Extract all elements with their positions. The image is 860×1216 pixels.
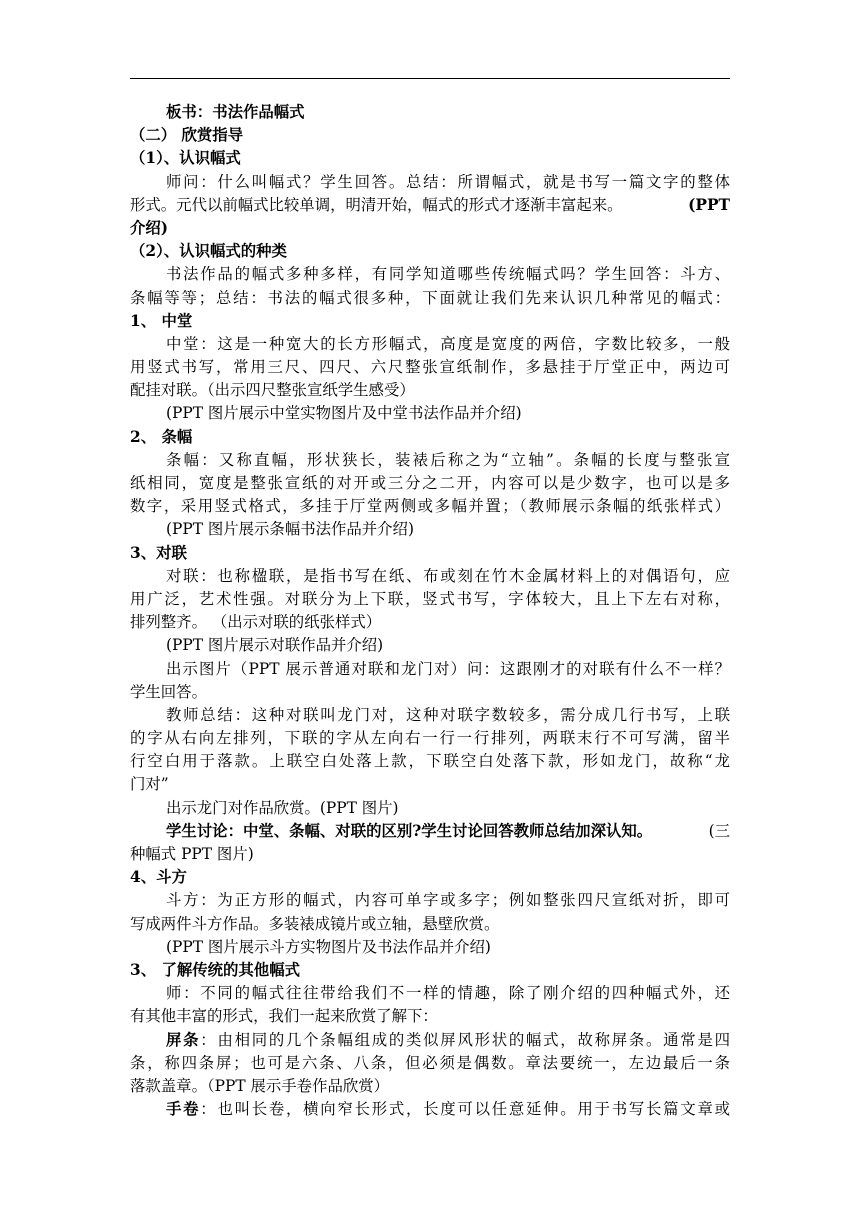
paragraph-line: 出示图片（PPT 展示普通对联和龙门对）问：这跟刚才的对联有什么不一样？ — [166, 659, 730, 678]
paragraph-line: 有其他丰富的形式，我们一起来欣赏了解下： — [130, 1007, 438, 1026]
ppt-note: (PPT — [688, 195, 730, 214]
paragraph-line: 落款盖章。（PPT 展示手卷作品欣赏） — [130, 1076, 390, 1095]
heading-tiaofu: 2、 条幅 — [130, 427, 193, 446]
paragraph-line: 的字从右向左排列，下联的字从左向右一行一行排列，两联末行不可写满，留半 — [130, 729, 730, 748]
term-shoujuan: 手卷 — [166, 1100, 201, 1119]
header-rule — [130, 78, 730, 79]
paragraph-line — [130, 194, 730, 217]
paragraph-line: 行空白用于落款。上联空白处落上款，下联空白处落下款，形如龙门，故称“龙 — [130, 752, 730, 771]
heading-zhongtang: 1、 中堂 — [130, 311, 193, 330]
section-heading: （二） 欣赏指导 — [130, 126, 244, 145]
subheading-1: （1）、认识幅式 — [130, 149, 241, 168]
paragraph-line: 出示龙门对作品欣赏。(PPT 图片) — [166, 798, 399, 817]
paragraph-line: 师：不同的幅式往往带给我们不一样的情趣，除了刚介绍的四种幅式外，还 — [166, 984, 730, 1003]
paragraph-line: 条幅：又称直幅，形状狭长，装裱后称之为“立轴”。条幅的长度与整张宣 — [166, 450, 730, 469]
heading-duilian: 3、对联 — [130, 543, 187, 562]
paragraph-line: 门对” — [130, 775, 169, 794]
paragraph-line: 配挂对联。（出示四尺整张宣纸学生感受） — [130, 381, 415, 400]
text-span: 形式。元代以前幅式比较单调，明清开始，幅式的形式才逐渐丰富起来。 — [130, 195, 623, 214]
document-body — [130, 101, 730, 1121]
paragraph-line: 教师总结：这种对联叫龙门对，这种对联字数较多，需分成几行书写，上联 — [166, 705, 730, 724]
ppt-line: (PPT 图片展示斗方实物图片及书法作品并介绍) — [166, 937, 491, 956]
paragraph-line — [130, 1029, 730, 1052]
paragraph-line — [130, 1098, 730, 1121]
ppt-line: (PPT 图片展示对联作品并介绍) — [166, 636, 384, 655]
paragraph-line: 中堂：这是一种宽大的长方形幅式，高度是宽度的两倍，字数比较多，一般 — [166, 334, 730, 353]
paragraph-line: 数字，采用竖式格式，多挂于厅堂两侧或多幅并置；（教师展示条幅的纸张样式） — [130, 497, 730, 516]
board-text: 书法作品幅式 — [212, 103, 305, 121]
heading-other-formats: 3、 了解传统的其他幅式 — [130, 960, 300, 979]
paragraph-line: 对联：也称楹联，是指书写在纸、布或刻在竹木金属材料上的对偶语句，应 — [166, 566, 730, 585]
discussion-bold: 学生讨论：中堂、条幅、对联的区别?学生讨论回答教师总结加深认知。 — [166, 821, 653, 840]
paragraph-line: 条幅等等；总结：书法的幅式很多种，下面就让我们先来认识几种常见的幅式： — [130, 288, 730, 307]
paragraph-line: 用广泛，艺术性强。对联分为上下联，竖式书写，字体较大，且上下左右对称， — [130, 589, 730, 608]
paragraph-line: 书法作品的幅式多种多样，有同学知道哪些传统幅式吗？学生回答：斗方、 — [166, 265, 730, 284]
term-pingtiao: 屏条 — [166, 1030, 201, 1049]
ppt-line: (PPT 图片展示条幅书法作品并介绍) — [166, 520, 414, 539]
paragraph-line: 条，称四条屏；也可是六条、八条，但必须是偶数。章法要统一，左边最后一条 — [130, 1053, 730, 1072]
paragraph-line: 种幅式 PPT 图片) — [130, 845, 254, 863]
paragraph-line: 写成两件斗方作品。多装裱成镜片或立轴，悬壁欣赏。 — [130, 914, 500, 933]
discussion-line — [130, 820, 730, 843]
board-title — [130, 101, 730, 124]
paragraph-line: 用竖式书写，常用三尺、四尺、六尺整张宣纸制作，多悬挂于厅堂正中，两边可 — [130, 358, 730, 377]
paragraph-line: 师问：什么叫幅式？学生回答。总结：所谓幅式，就是书写一篇文字的整体 — [166, 172, 730, 191]
text-span: ：由相同的几个条幅组成的类似屏风形状的幅式，故称屏条。通常是四 — [200, 1030, 730, 1049]
paragraph-line: 学生回答。 — [130, 682, 207, 701]
paragraph-line: 排列整齐。 （出示对联的纸张样式） — [130, 613, 382, 632]
subheading-2: （2）、认识幅式的种类 — [130, 242, 287, 261]
paragraph-line: 介绍) — [130, 218, 169, 237]
text-span: ：也叫长卷，横向窄长形式，长度可以任意延伸。用于书写长篇文章或 — [200, 1100, 730, 1119]
paragraph-line: 斗方：为正方形的幅式，内容可单字或多字；例如整张四尺宣纸对折，即可 — [166, 891, 730, 910]
heading-doufang: 4、斗方 — [130, 868, 187, 887]
ppt-line: (PPT 图片展示中堂实物图片及中堂书法作品并介绍) — [166, 404, 522, 423]
text-span: (三 — [708, 821, 730, 840]
board-label: 板书： — [166, 103, 213, 121]
paragraph-line: 纸相同，宽度是整张宣纸的对开或三分之二开，内容可以是少数字，也可以是多 — [130, 474, 730, 492]
